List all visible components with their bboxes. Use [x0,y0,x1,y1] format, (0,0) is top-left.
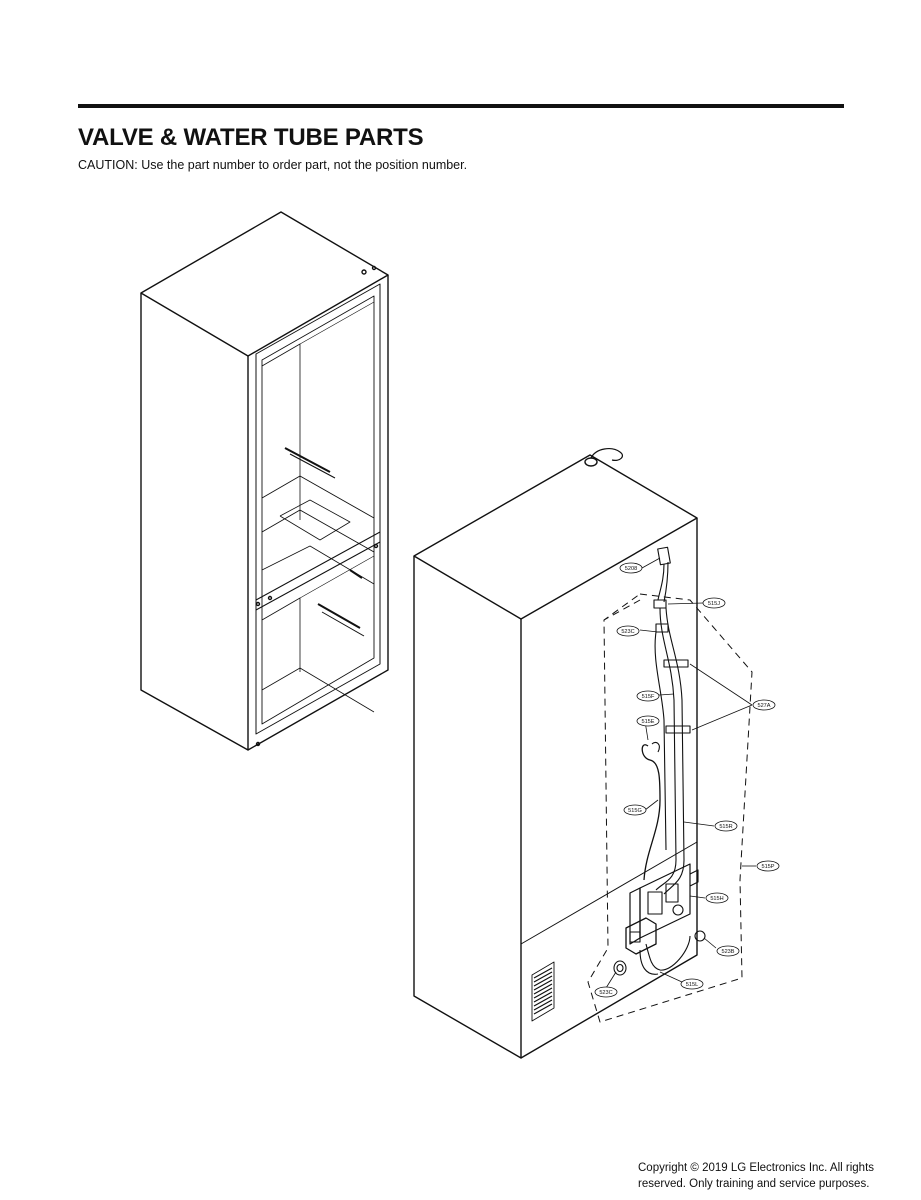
dashed-groupings [588,594,752,1022]
callout-523c [617,626,639,636]
callout-515p [757,861,779,871]
svg-text:515H: 515H [710,896,724,902]
svg-text:515E: 515E [641,719,655,725]
callout-5208 [620,563,642,573]
svg-text:515R: 515R [719,824,733,830]
leader-lines [606,558,756,988]
front-cabinet [141,212,388,750]
copyright-line-1: Copyright © 2019 LG Electronics Inc. All rights [638,1162,875,1174]
callout-515f [637,691,659,701]
svg-text:523B: 523B [721,949,735,955]
page-title: VALVE & WATER TUBE PARTS [78,124,424,151]
callout-515e [637,716,659,726]
callout-515r [715,821,737,831]
callout-523b [717,946,739,956]
svg-text:515F: 515F [641,694,655,700]
callout-515h [706,893,728,903]
callout-5274 [753,700,775,710]
svg-text:515G: 515G [628,808,642,814]
svg-text:527A: 527A [757,703,771,709]
vent-grille [532,962,554,1021]
svg-text:523C: 523C [621,629,635,635]
callout-515j [703,598,725,608]
svg-text:515L: 515L [685,982,699,988]
svg-text:515P: 515P [761,864,775,870]
svg-text:515J: 515J [707,601,721,607]
svg-text:523C: 523C [599,990,613,996]
svg-text:5208: 5208 [624,566,638,572]
water-tube-assembly [614,547,705,975]
copyright-line-2: reserved. Only training and service purposes. [638,1178,870,1190]
callout-515l [681,979,703,989]
caution-note: CAUTION: Use the part number to order part, not the position number. [78,158,468,172]
copyright-notice [638,1160,874,1192]
callout-523c-lower [595,987,617,997]
callout-515g [624,805,646,815]
